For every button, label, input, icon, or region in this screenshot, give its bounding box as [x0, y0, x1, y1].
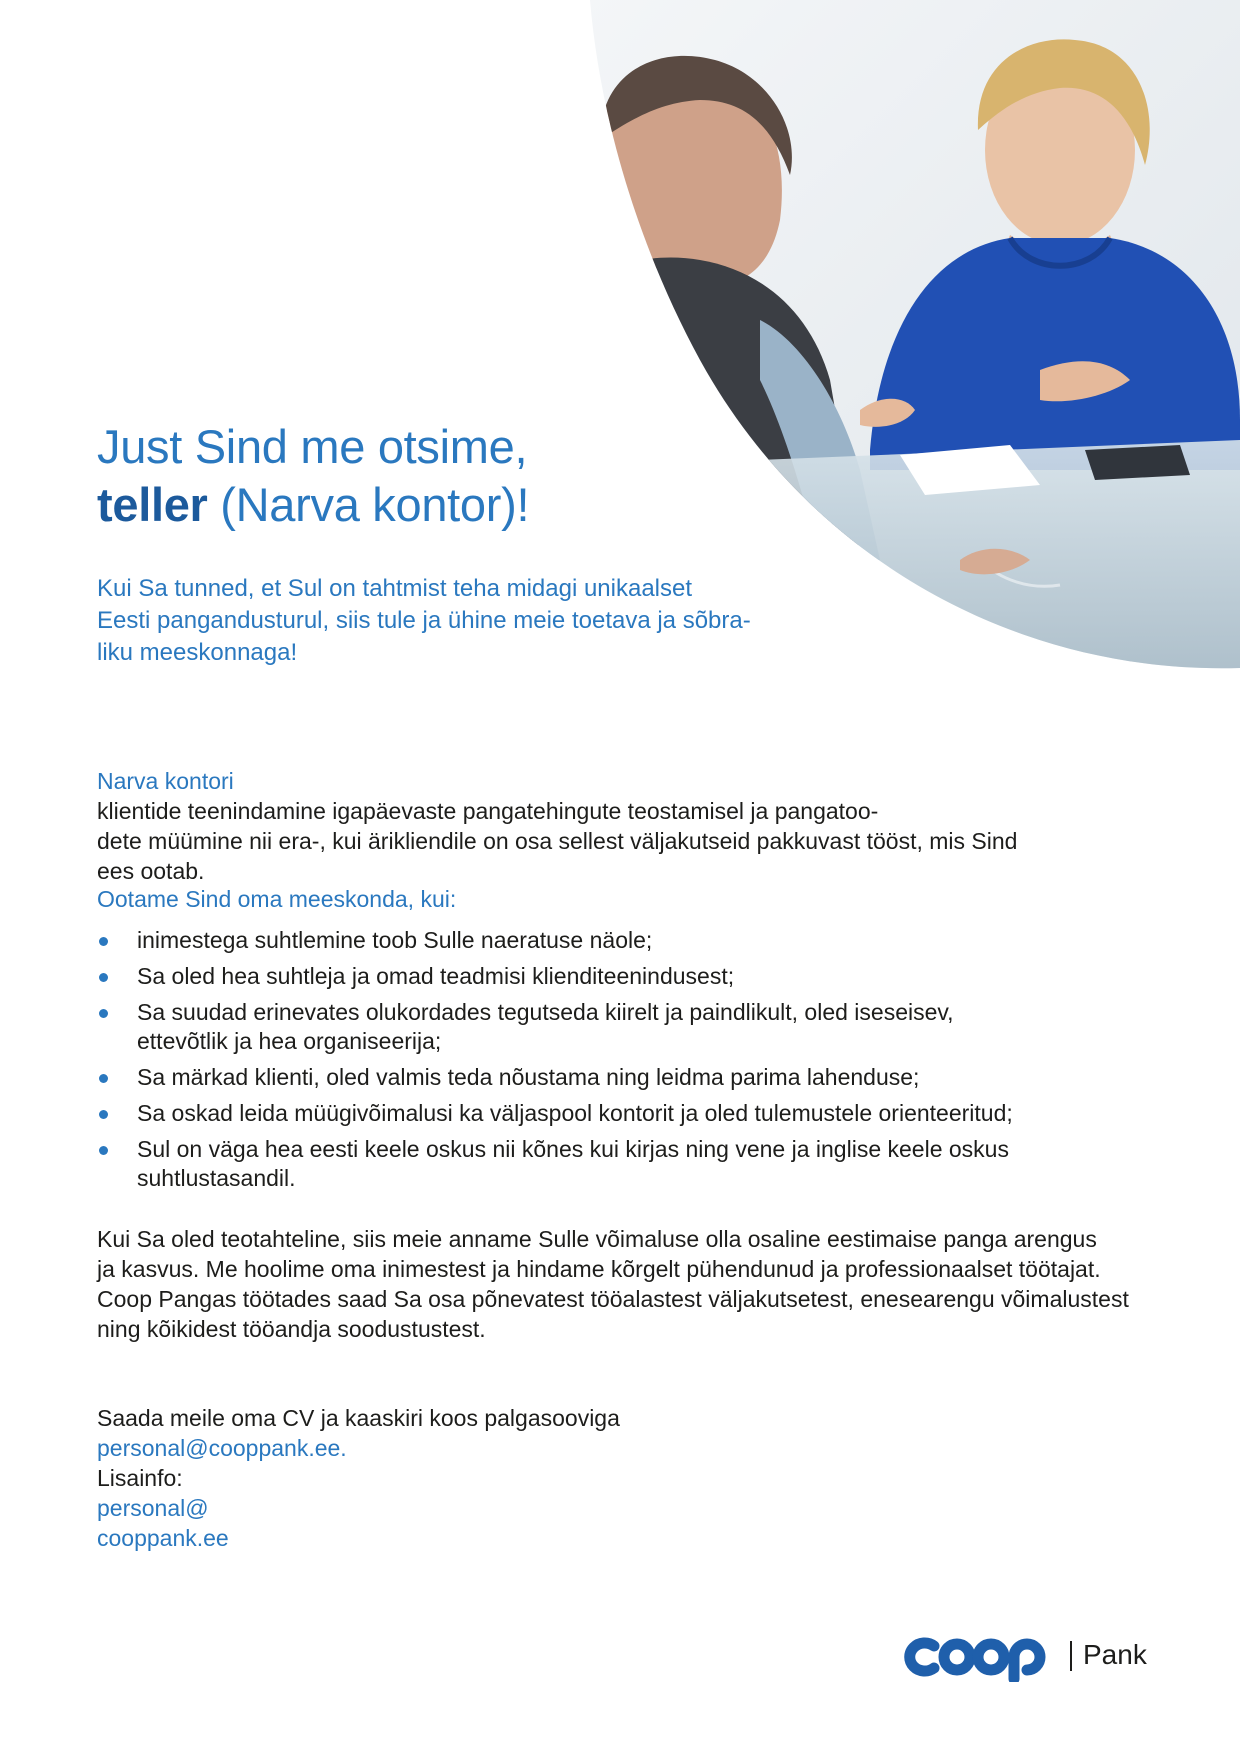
- list-item: [97, 926, 1157, 955]
- info-email-link-continued[interactable]: cooppank.ee: [97, 1525, 229, 1551]
- contact-paragraph: [97, 1403, 1147, 1553]
- list-item-text: inimestega suhtlemine toob Sulle naeratuse näole;: [137, 927, 653, 953]
- lead-line-1: Kui Sa tunned, et Sul on tahtmist teha midagi unikaalset: [97, 575, 693, 602]
- intro-highlight: Narva kontori: [97, 768, 234, 794]
- contact-info-label: Lisainfo:: [97, 1465, 183, 1491]
- intro-line-3: ees ootab.: [97, 858, 205, 884]
- intro-line-1: [97, 766, 1147, 826]
- lead-line-2: Eesti pangandusturul, siis tule ja ühine meie toetava ja sõbra-: [97, 607, 751, 634]
- page-headline: [97, 418, 657, 534]
- lead-line-3: liku meeskonnaga!: [97, 639, 298, 666]
- list-item-text: Sa suudad erinevates olukordades tegutseda kiirelt ja paindlikult, oled iseseisev,: [137, 999, 954, 1025]
- list-item: [97, 1135, 1157, 1193]
- list-item: [97, 1063, 1157, 1092]
- hero-photo: [0, 0, 1240, 670]
- intro-paragraph: [97, 766, 1147, 886]
- list-item-text: Sa oskad leida müügivõimalusi ka väljaspool kontorit ja oled tulemustele orienteeritud;: [137, 1100, 1013, 1126]
- list-item-text-continued: ettevõtlik ja hea organiseerija;: [137, 1028, 442, 1054]
- requirements-heading: Ootame Sind oma meeskonda, kui:: [97, 886, 457, 912]
- list-item-text: Sa märkad klienti, oled valmis teda nõustama ning leidma parima lahenduse;: [137, 1064, 920, 1090]
- contact-line-1: [97, 1403, 1147, 1523]
- list-item: [97, 962, 1157, 991]
- headline-location: (Narva kontor)!: [207, 478, 530, 531]
- contact-text: Saada meile oma CV ja kaaskiri koos palgasooviga: [97, 1405, 620, 1431]
- info-email-link[interactable]: personal@: [97, 1495, 209, 1521]
- coop-pank-logo: [900, 1632, 1150, 1682]
- headline-job-title: teller: [97, 478, 208, 531]
- intro-line-2: dete müümine nii era-, kui ärikliendile on osa sellest väljakutseid pakkuvast tööst, mis Sind: [97, 828, 1018, 854]
- offer-line-4: ning kõikidest tööandja soodustustest.: [97, 1316, 486, 1342]
- bullet-icon: [99, 1146, 108, 1155]
- coop-logo-icon: [900, 1632, 1065, 1682]
- lead-paragraph: [97, 573, 857, 669]
- offer-line-2: ja kasvus. Me hoolime oma inimestest ja hindame kõrgelt pühendunud ja professionaalset töötajat.: [97, 1256, 1101, 1282]
- offer-paragraph: [97, 1224, 1147, 1344]
- list-item-text: Sa oled hea suhtleja ja omad teadmisi klienditeenindusest;: [137, 963, 735, 989]
- list-item-text-continued: suhtlustasandil.: [137, 1165, 296, 1191]
- bullet-icon: [99, 1009, 108, 1018]
- list-item-text: Sul on väga hea eesti keele oskus nii kõnes kui kirjas ning vene ja inglise keele oskus: [137, 1136, 1009, 1162]
- bullet-icon: [99, 1110, 108, 1119]
- application-email-link[interactable]: personal@cooppank.ee.: [97, 1435, 347, 1461]
- bullet-icon: [99, 1074, 108, 1083]
- headline-line1: Just Sind me otsime,: [97, 420, 528, 473]
- intro-line-1-text: klientide teenindamine igapäevaste pangatehingute teostamisel ja pangatoo-: [97, 798, 879, 824]
- office-meeting-photo: [0, 0, 1240, 670]
- offer-line-3: Coop Pangas töötades saad Sa osa põnevatest tööalastest väljakutsetest, enesearengu võimalustest: [97, 1286, 1129, 1312]
- list-item: [97, 998, 1157, 1056]
- list-item: [97, 1099, 1157, 1128]
- logo-divider: [1070, 1641, 1072, 1671]
- bullet-icon: [99, 973, 108, 982]
- logo-pank-text: Pank: [1083, 1639, 1147, 1670]
- bullet-icon: [99, 937, 108, 946]
- requirements-list: [97, 926, 1157, 1200]
- offer-line-1: Kui Sa oled teotahteline, siis meie anname Sulle võimaluse olla osaline eestimaise panga arengus: [97, 1226, 1097, 1252]
